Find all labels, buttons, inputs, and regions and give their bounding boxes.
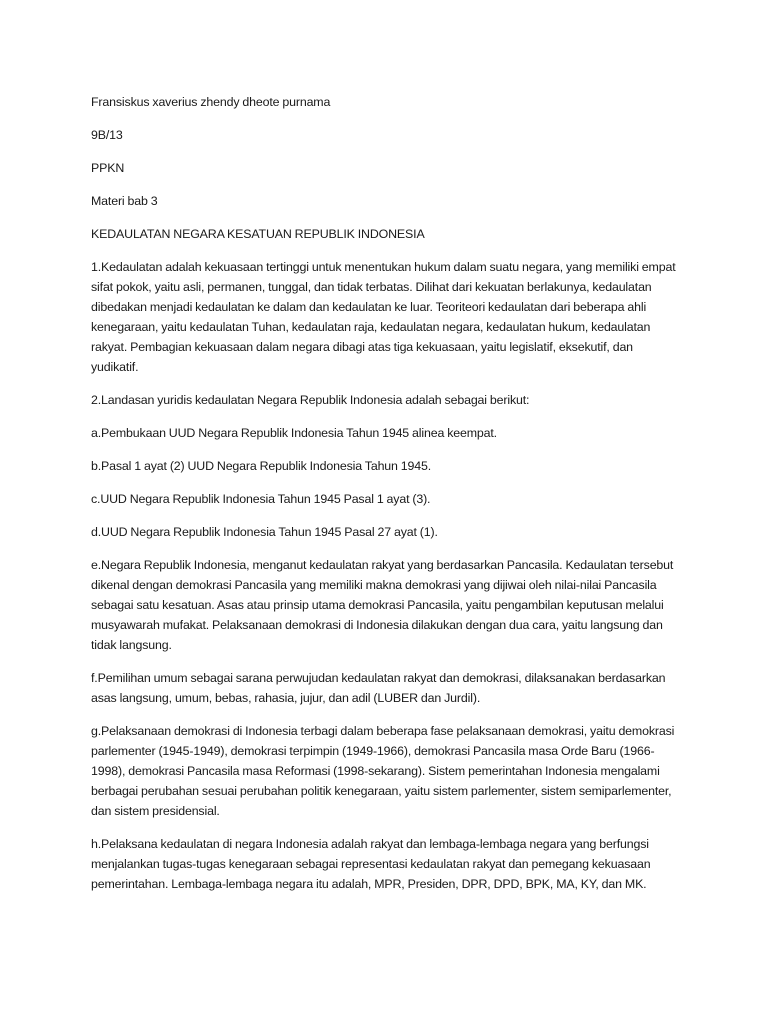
chapter-label: Materi bab 3 <box>91 194 158 208</box>
list-item-e: e.Negara Republik Indonesia, menganut kedaulatan rakyat yang berdasarkan Pancasila. Kedaulatan tersebut dikenal dengan demokrasi Pancasila yang memiliki makna demokrasi yang dijiwai oleh nilai-nilai Pancasila sebagai satu kesatuan. Asas atau prinsip utama demokrasi Pancasila, yaitu pengambilan keputusan melalui musyawarah mufakat. Pelaksanaan demokrasi di Indonesia dilakukan dengan dua cara, yaitu langsung dan tidak langsung. <box>91 558 674 652</box>
list-item-a: a.Pembukaan UUD Negara Republik Indonesia Tahun 1945 alinea keempat. <box>91 426 497 440</box>
class-label: 9B/13 <box>91 128 123 142</box>
list-item-f: f.Pemilihan umum sebagai sarana perwujudan kedaulatan rakyat dan demokrasi, dilaksanakan berdasarkan asas langsung, umum, bebas, rahasia, jujur, dan adil (LUBER dan Jurdil). <box>91 671 666 705</box>
list-item-g: g.Pelaksanaan demokrasi di Indonesia terbagi dalam beberapa fase pelaksanaan demokrasi, yaitu demokrasi parlementer (1945-1949), demokrasi terpimpin (1949-1966), demokrasi Pancasila masa Orde Baru (1966-1998), demokrasi Pancasila masa Reformasi (1998-sekarang). Sistem pemerintahan Indonesia mengalami berbagai perubahan sesuai perubahan politik kenegaraan, yaitu sistem parlementer, sistem semiparlementer, dan sistem presidensial. <box>91 724 675 818</box>
list-item-c: c.UUD Negara Republik Indonesia Tahun 1945 Pasal 1 ayat (3). <box>91 492 431 506</box>
subject-label: PPKN <box>91 161 125 175</box>
paragraph-legal-basis: 2.Landasan yuridis kedaulatan Negara Republik Indonesia adalah sebagai berikut: <box>91 393 530 407</box>
list-item-d: d.UUD Negara Republik Indonesia Tahun 1945 Pasal 27 ayat (1). <box>91 525 438 539</box>
document-page <box>91 92 681 907</box>
document-title: KEDAULATAN NEGARA KESATUAN REPUBLIK INDONESIA <box>91 227 425 241</box>
paragraph-definition: 1.Kedaulatan adalah kekuasaan tertinggi untuk menentukan hukum dalam suatu negara, yang memiliki empat sifat pokok, yaitu asli, permanen, tunggal, dan tidak terbatas. Dilihat dari kekuatan berlakunya, kedaulatan dibedakan menjadi kedaulatan ke dalam dan kedaulatan ke luar. Teoriteori kedaulatan dari beberapa ahli kenegaraan, yaitu kedaulatan Tuhan, kedaulatan raja, kedaulatan negara, kedaulatan hukum, kedaulatan rakyat. Pembagian kekuasaan dalam negara dibagi atas tiga kekuasaan, yaitu legislatif, eksekutif, dan yudikatif. <box>91 260 676 374</box>
list-item-h: h.Pelaksana kedaulatan di negara Indonesia adalah rakyat dan lembaga-lembaga negara yang berfungsi menjalankan tugas-tugas kenegaraan sebagai representasi kedaulatan rakyat dan pemegang kekuasaan pemerintahan. Lembaga-lembaga negara itu adalah, MPR, Presiden, DPR, DPD, BPK, MA, KY, dan MK. <box>91 837 651 891</box>
author-name: Fransiskus xaverius zhendy dheote purnama <box>91 95 331 109</box>
list-item-b: b.Pasal 1 ayat (2) UUD Negara Republik Indonesia Tahun 1945. <box>91 459 432 473</box>
